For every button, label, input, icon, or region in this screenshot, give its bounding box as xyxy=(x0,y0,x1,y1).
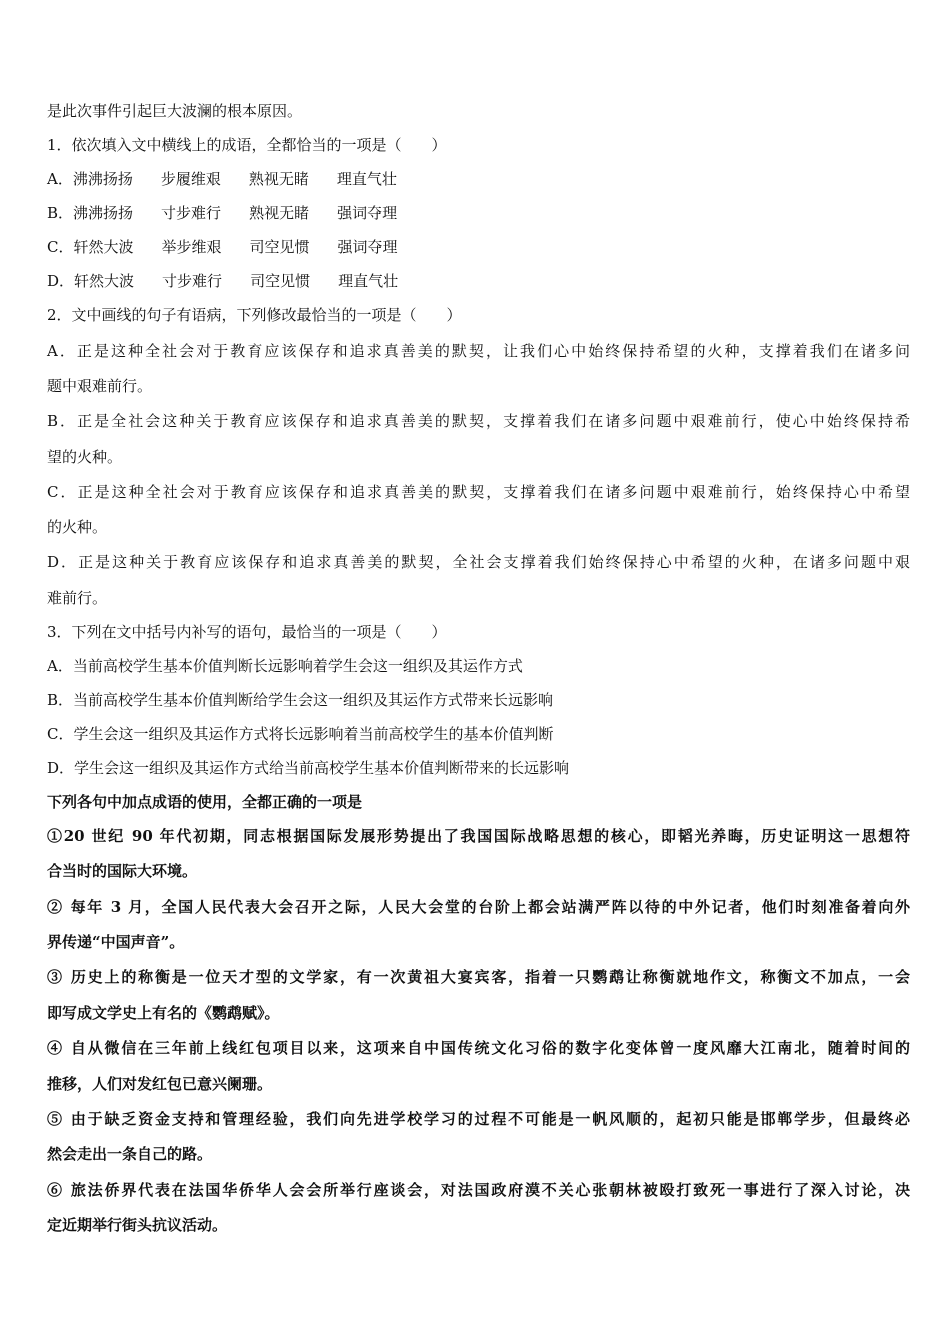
q3-option-d: D．学生会这一组织及其运作方式给当前高校学生基本价值判断带来的长远影响 xyxy=(47,759,570,777)
option-item: 沸沸扬扬 xyxy=(73,204,134,222)
q3-option-c: C．学生会这一组织及其运作方式将长远影响着当前高校学生的基本价值判断 xyxy=(47,725,554,743)
option-item: 轩然大波 xyxy=(74,272,135,290)
q2-option-a-line2: 题中艰难前行。 xyxy=(47,377,153,395)
q1-option-a xyxy=(47,169,910,189)
q4-sentence-2-line1: ② 每年 3 月，全国人民代表大会召开之际，人民大会堂的台阶上都会站满严阵以待的中外记者，他们时刻准备着向外 xyxy=(47,898,910,916)
q3-option-a: A．当前高校学生基本价值判断长远影响着学生会这一组织及其运作方式 xyxy=(47,657,523,675)
option-item: 沸沸扬扬 xyxy=(72,170,133,188)
option-item: 寸步难行 xyxy=(161,204,222,222)
q2-option-a-line1: A．正是这种全社会对于教育应该保存和追求真善美的默契，让我们心中始终保持希望的火种，支撑着我们在诸多问 xyxy=(47,342,910,360)
q1-option-d xyxy=(47,271,910,291)
option-item: 步履维艰 xyxy=(160,170,221,188)
option-label: B． xyxy=(47,204,74,222)
option-item: 轩然大波 xyxy=(73,238,134,256)
q2-option-c-line2: 的火种。 xyxy=(47,518,108,536)
q1-stem: 1．依次填入文中横线上的成语，全都恰当的一项是（ ） xyxy=(47,136,447,154)
q2-option-b-line1: B．正是全社会这种关于教育应该保存和追求真善美的默契，支撑着我们在诸多问题中艰难前行，使心中始终保持希 xyxy=(47,412,910,430)
option-item: 寸步难行 xyxy=(162,272,223,290)
option-label: C． xyxy=(47,238,74,256)
option-item: 理直气壮 xyxy=(338,272,399,290)
option-item: 理直气壮 xyxy=(336,170,397,188)
q4-sentence-4-line2: 推移，人们对发红包已意兴阑珊。 xyxy=(47,1075,273,1093)
option-item: 熟视无睹 xyxy=(249,204,310,222)
option-label: A． xyxy=(47,170,73,188)
q4-sentence-3-line1: ③ 历史上的称衡是一位天才型的文学家，有一次黄祖大宴宾客，指着一只鹦鹉让称衡就地作文，称衡文不加点，一会 xyxy=(47,968,910,986)
option-item: 司空见惯 xyxy=(250,272,311,290)
option-label: D． xyxy=(47,272,75,290)
q4-sentence-6-line2: 定近期举行街头抗议活动。 xyxy=(47,1216,228,1234)
option-item: 熟视无睹 xyxy=(248,170,309,188)
q2-option-d-line1: D．正是这种关于教育应该保存和追求真善美的默契，全社会支撑着我们始终保持心中希望的火种，在诸多问题中艰 xyxy=(47,553,910,571)
q2-option-c-line1: C．正是这种全社会对于教育应该保存和追求真善美的默契，支撑着我们在诸多问题中艰难前行，始终保持心中希望 xyxy=(47,483,910,501)
q2-option-b-line2: 望的火种。 xyxy=(47,448,123,466)
option-item: 司空见惯 xyxy=(249,238,310,256)
q3-option-b: B．当前高校学生基本价值判断给学生会这一组织及其运作方式带来长远影响 xyxy=(47,691,554,709)
q3-stem: 3．下列在文中括号内补写的语句，最恰当的一项是（ ） xyxy=(47,623,447,641)
q4-sentence-3-line2: 即写成文学史上有名的《鹦鹉赋》。 xyxy=(47,1004,280,1022)
option-item: 举步维艰 xyxy=(161,238,222,256)
intro-tail: 是此次事件引起巨大波澜的根本原因。 xyxy=(47,102,303,120)
q4-sentence-5-line2: 然会走出一条自己的路。 xyxy=(47,1145,213,1163)
q4-sentence-1-line1: ①20 世纪 90 年代初期，同志根据国际发展形势提出了我国国际战略思想的核心，即韬光养晦，历史证明这一思想符 xyxy=(47,827,910,845)
q2-option-d-line2: 难前行。 xyxy=(47,589,108,607)
q4-sentence-1-line2: 合当时的国际大环境。 xyxy=(47,862,198,880)
q4-sentence-6-line1: ⑥ 旅法侨界代表在法国华侨华人会会所举行座谈会，对法国政府漠不关心张朝林被殴打致死一事进行了深入讨论，决 xyxy=(47,1181,910,1199)
q4-sentence-2-line2: 界传递“中国声音”。 xyxy=(47,933,185,951)
option-item: 强词夺理 xyxy=(337,238,398,256)
q4-sentence-5-line1: ⑤ 由于缺乏资金支持和管理经验，我们向先进学校学习的过程不可能是一帆风顺的，起初只能是邯郸学步，但最终必 xyxy=(47,1110,910,1128)
q4-sentence-4-line1: ④ 自从微信在三年前上线红包项目以来，这项来自中国传统文化习俗的数字化变体曾一度风靡大江南北，随着时间的 xyxy=(47,1039,910,1057)
option-item: 强词夺理 xyxy=(337,204,398,222)
q1-option-c xyxy=(47,237,910,257)
q1-option-b xyxy=(47,203,910,223)
q2-stem: 2．文中画线的句子有语病，下列修改最恰当的一项是（ ） xyxy=(47,306,462,324)
q4-stem: 下列各句中加点成语的使用，全都正确的一项是 xyxy=(47,793,363,811)
